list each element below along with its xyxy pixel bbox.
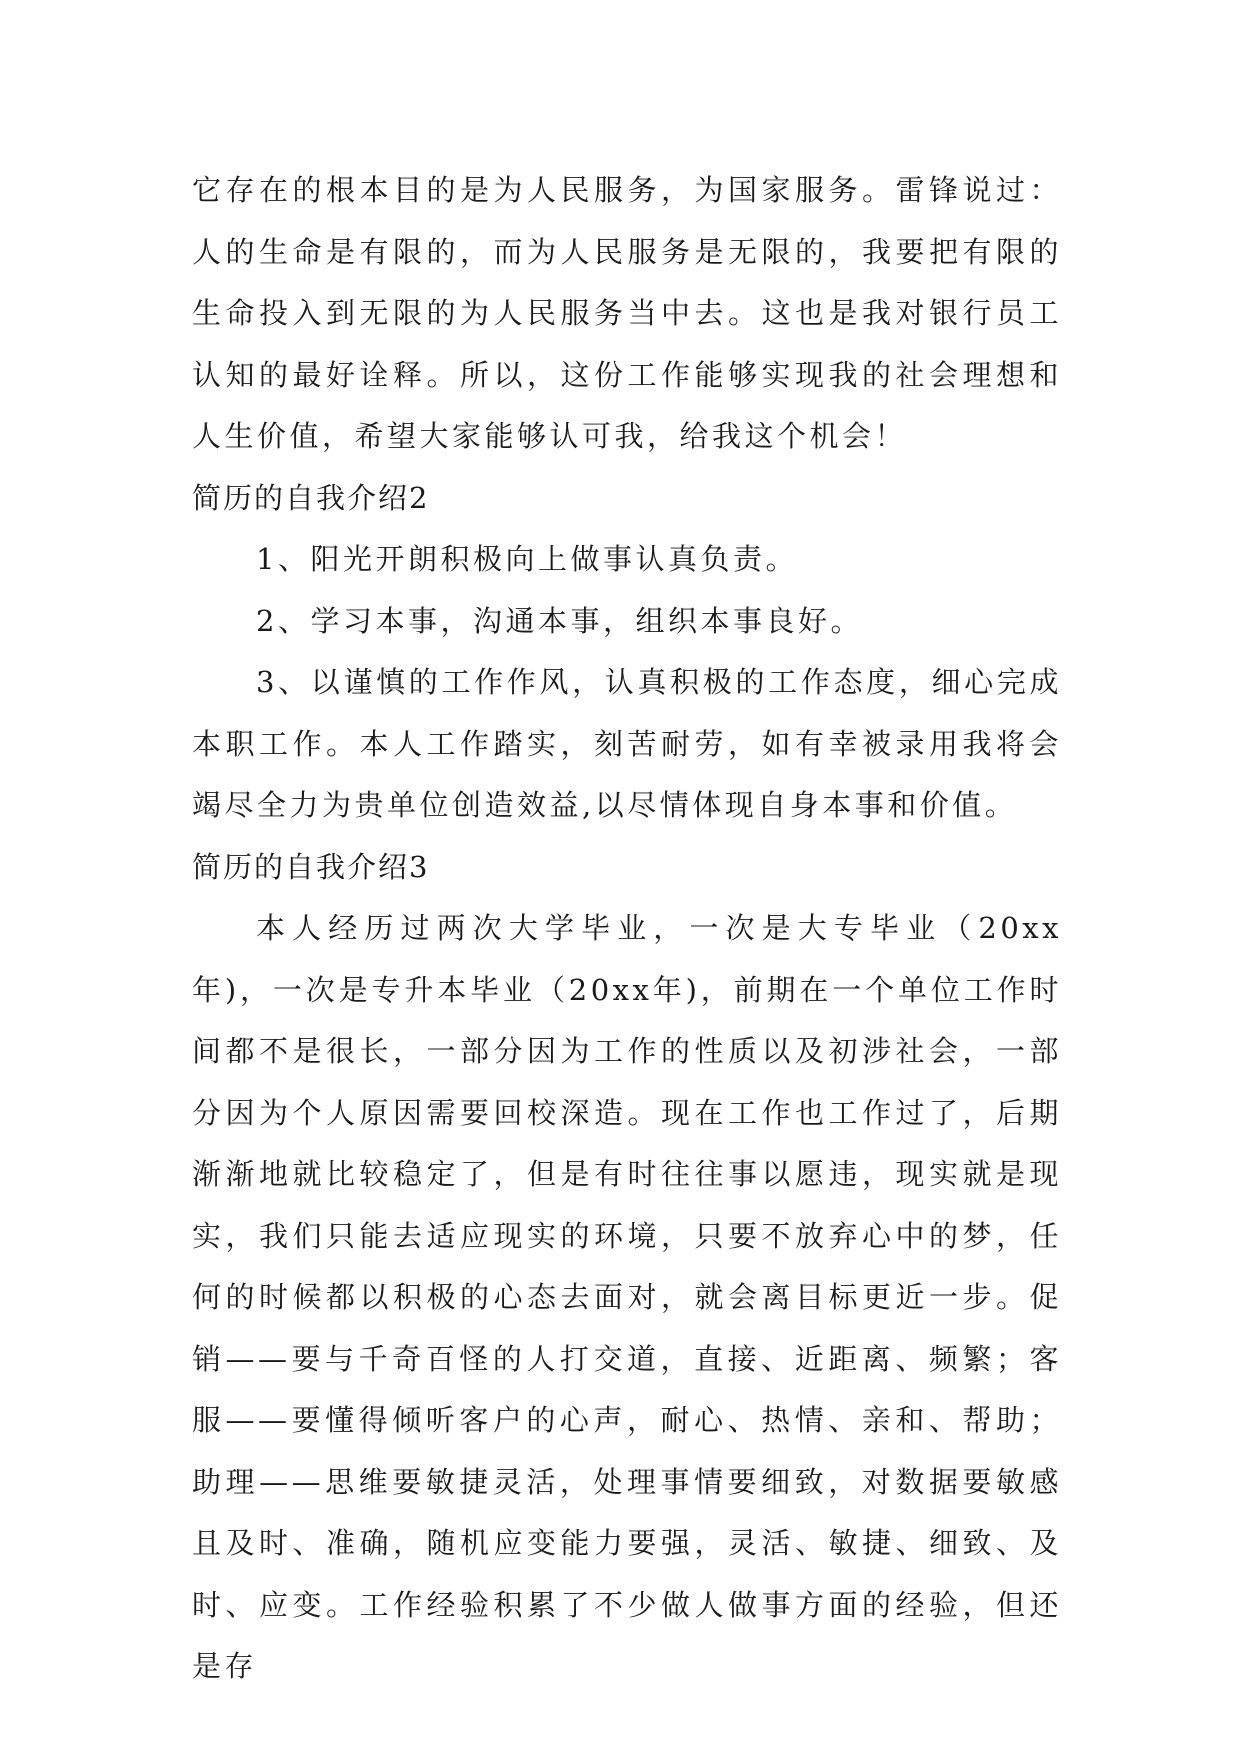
list-item-1: 1、阳光开朗积极向上做事认真负责。 [256,542,798,576]
list-item-3: 3、以谨慎的工作作风，认真积极的工作态度，细心完成本职工作。本人工作踏实，刻苦耐劳，如有幸被录用我将会竭尽全力为贵单位创造效益,以尽情体现自身本事和价值。 [192,665,1062,822]
section-heading-3: 简历的自我介绍3 [192,849,430,884]
paragraph-intro-continuation: 它存在的根本目的是为人民服务，为国家服务。雷锋说过：人的生命是有限的，而为人民服务是无限的，我要把有限的生命投入到无限的为人民服务当中去。这也是我对银行员工认知的最好诠释。所以，这份工作能够实现我的社会理想和人生价值，希望大家能够认可我，给我这个机会！ [192,173,1062,453]
paragraph-section-3: 本人经历过两次大学毕业，一次是大专毕业（20xx年)，一次是专升本毕业（20xx年)，前期在一个单位工作时间都不是很长，一部分因为工作的性质以及初涉社会，一部分因为个人原因需要回校深造。现在工作也工作过了，后期渐渐地就比较稳定了，但是有时往往事以愿违，现实就是现实，我们只能去适应现实的环境，只要不放弃心中的梦，任何的时候都以积极的心态去面对，就会离目标更近一步。促销——要与千奇百怪的人打交道，直接、近距离、频繁；客服——要懂得倾听客户的心声，耐心、热情、亲和、帮助；助理——思维要敏捷灵活，处理事情要细致，对数据要敏感且及时、准确，随机应变能力要强，灵活、敏捷、细致、及时、应变。工作经验积累了不少做人做事方面的经验，但还是存 [192,911,1062,1683]
section-heading-2: 简历的自我介绍2 [192,480,430,515]
list-item-2: 2、学习本事，沟通本事，组织本事良好。 [256,603,863,638]
document-body [192,160,1062,1698]
